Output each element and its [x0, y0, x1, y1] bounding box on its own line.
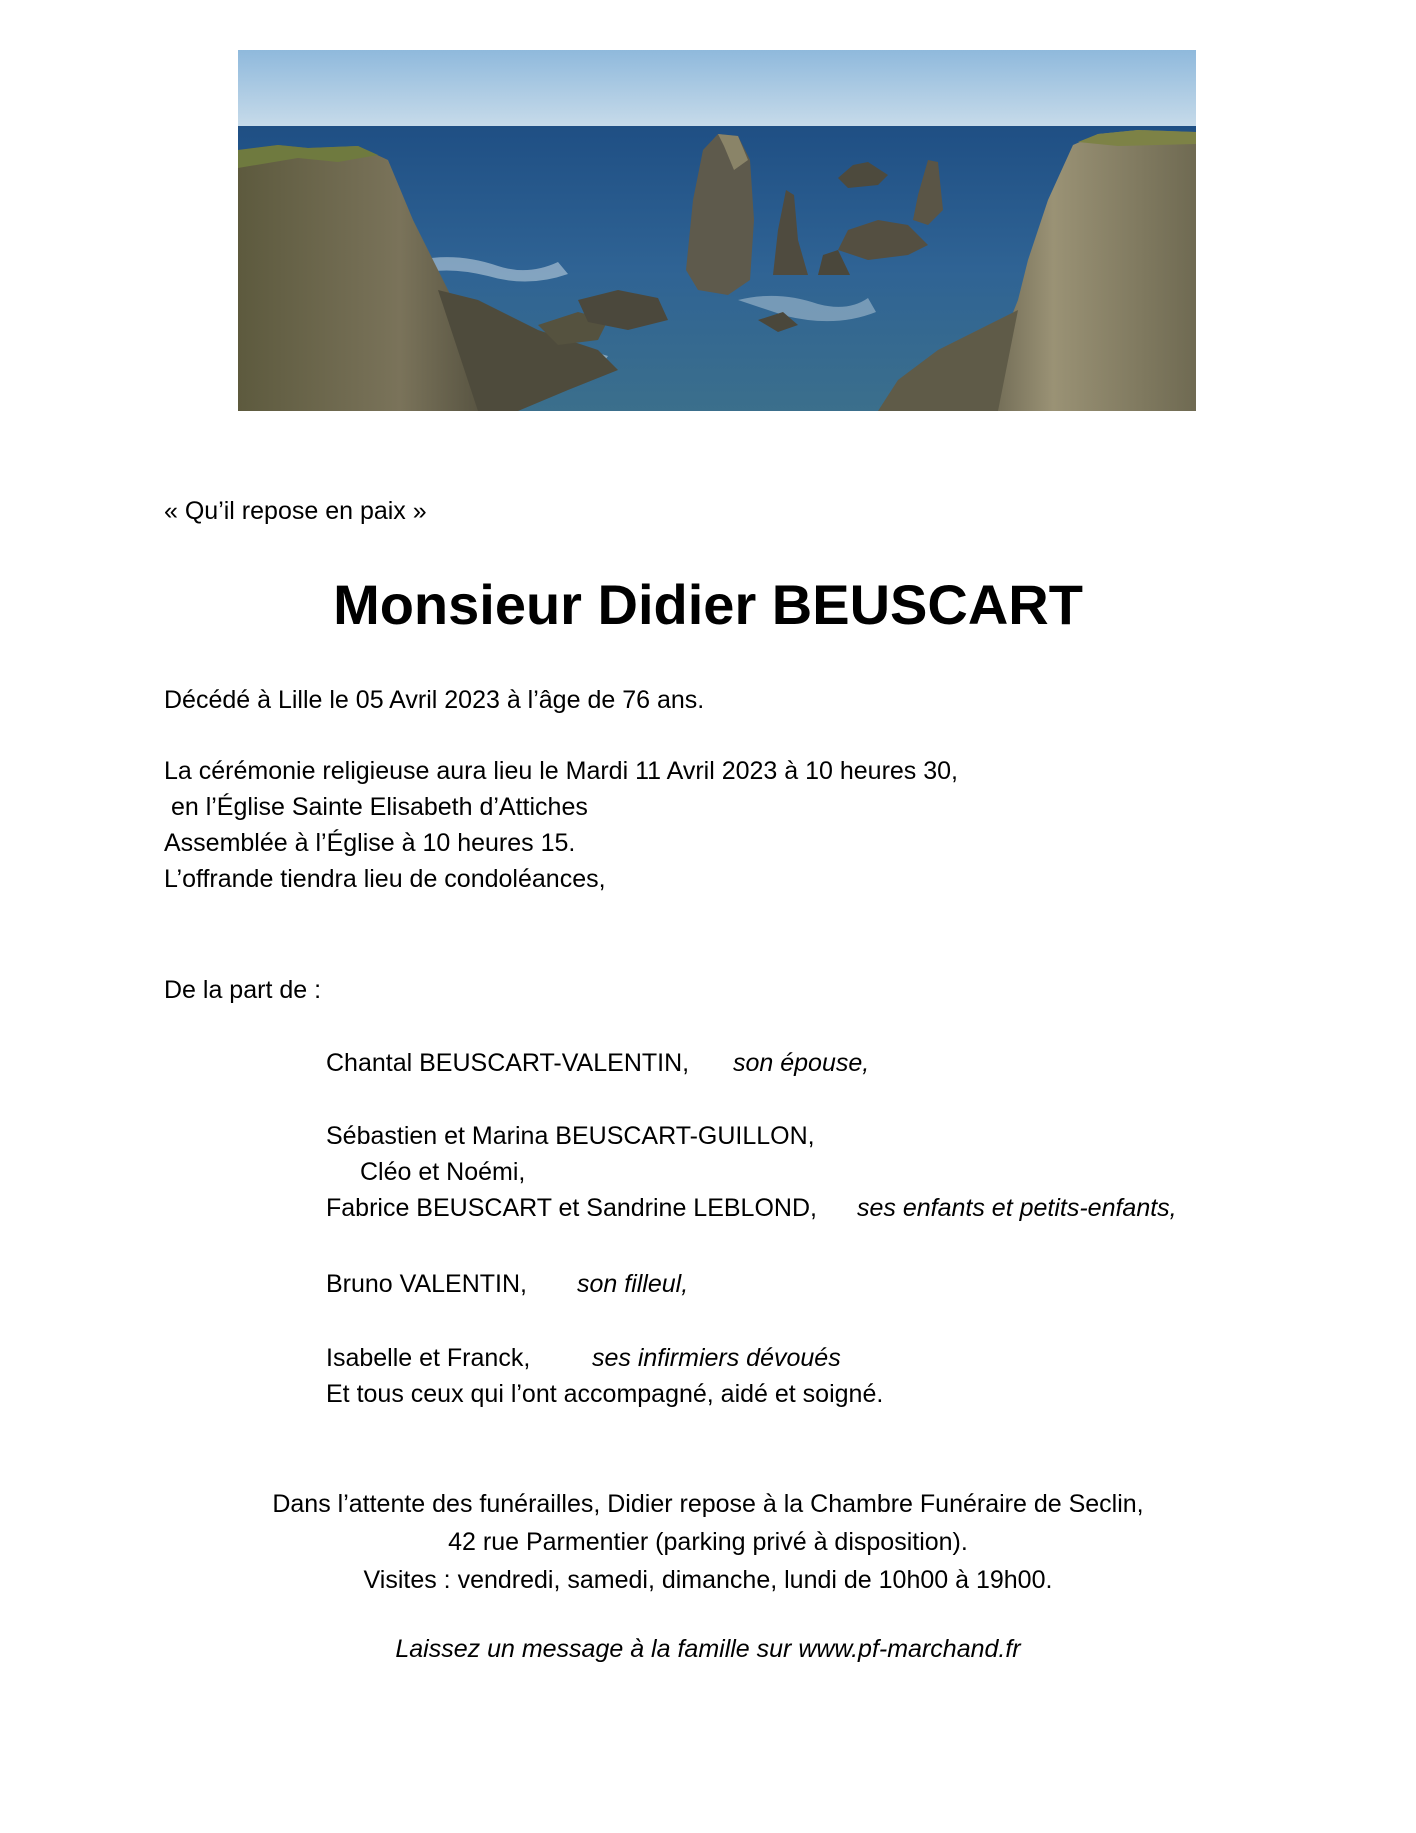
godson-relation: son filleul, [577, 1270, 689, 1298]
grandchildren-line: Cléo et Noémi, [360, 1158, 526, 1186]
death-notice: Décédé à Lille le 05 Avril 2023 à l’âge de 76 ans. [164, 686, 705, 714]
others-line: Et tous ceux qui l’ont accompagné, aidé et soigné. [326, 1380, 884, 1408]
epigraph: « Qu’il repose en paix » [164, 497, 427, 525]
visitation-line: 42 rue Parmentier (parking privé à disposition). [448, 1528, 968, 1556]
nurses-relation: ses infirmiers dévoués [592, 1344, 841, 1372]
page-title: Monsieur Didier BEUSCART [333, 573, 1083, 636]
from-label: De la part de : [164, 976, 322, 1004]
header-photo [238, 50, 1196, 411]
spouse-name: Chantal BEUSCART-VALENTIN, [326, 1049, 690, 1077]
children-line: Sébastien et Marina BEUSCART-GUILLON, [326, 1122, 815, 1150]
ceremony-line: La cérémonie religieuse aura lieu le Mardi 11 Avril 2023 à 10 heures 30, [164, 757, 959, 785]
visitation-line: Dans l’attente des funérailles, Didier repose à la Chambre Funéraire de Seclin, [272, 1490, 1144, 1518]
ceremony-line: en l’Église Sainte Elisabeth d’Attiches [164, 793, 588, 821]
ceremony-line: L’offrande tiendra lieu de condoléances, [164, 865, 606, 893]
children-relation: ses enfants et petits-enfants, [857, 1194, 1177, 1222]
nurses-name: Isabelle et Franck, [326, 1344, 531, 1372]
sea-cliffs-image [238, 50, 1196, 411]
spouse-relation: son épouse, [733, 1049, 870, 1077]
godson-name: Bruno VALENTIN, [326, 1270, 528, 1298]
visitation-line: Visites : vendredi, samedi, dimanche, lundi de 10h00 à 19h00. [363, 1566, 1053, 1594]
ceremony-line: Assemblée à l’Église à 10 heures 15. [164, 829, 576, 857]
children-line: Fabrice BEUSCART et Sandrine LEBLOND, [326, 1194, 817, 1222]
condolence-message-link[interactable]: Laissez un message à la famille sur www.pf-marchand.fr [395, 1635, 1021, 1663]
